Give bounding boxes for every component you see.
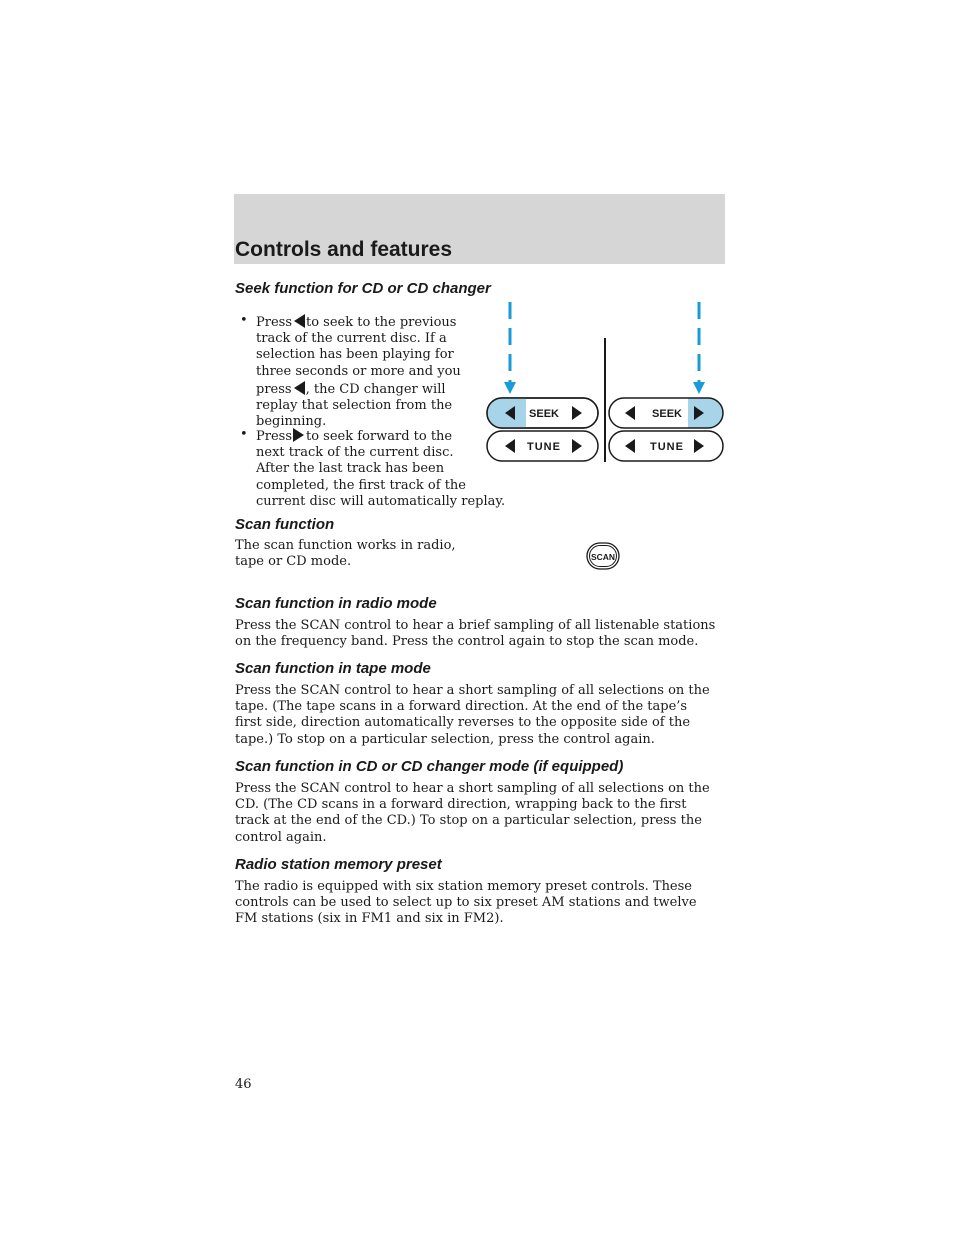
tune-right-arrow-icon	[694, 439, 704, 453]
tune-right-arrow-icon	[572, 439, 582, 453]
bullet-1: •	[240, 313, 248, 328]
seek-left-arrow-icon	[625, 406, 635, 420]
left-tune-label: TUNE	[527, 441, 561, 453]
bullet-2: •	[240, 427, 248, 442]
preset-text: The radio is equipped with six station memory preset controls. These controls can be used to select up to six preset AM stations and twelve FM stations (six in FM1 and six in FM2).	[235, 879, 697, 927]
seek-bullet2-text: Press to seek forward to the next track of the current disc. After the last track has been completed, the first track of the current disc will automatically replay.	[256, 429, 506, 509]
scan-button-icon	[586, 542, 620, 570]
tune-left-arrow-icon	[625, 439, 635, 453]
seek-right-arrow-icon	[572, 406, 582, 420]
scan-cd-text: Press the SCAN control to hear a short sampling of all selections on the CD. (The CD scans in a forward direction, wrapping back to the first track at the end of the CD.) To stop on a particular selection, press the control again.	[235, 781, 710, 845]
scan-radio-text: Press the SCAN control to hear a brief sampling of all listenable stations on the frequency band. Press the control again to stop the scan mode.	[235, 618, 716, 650]
seek-forward-icon	[292, 427, 306, 443]
right-tune-label: TUNE	[650, 441, 684, 453]
scan-tape-heading: Scan function in tape mode	[235, 660, 431, 677]
scan-text: The scan function works in radio, tape or CD mode.	[235, 538, 456, 570]
seek-bullet1-text: Press to seek to the previous track of the current disc. If a selection has been playing for three seconds or more and you press , the CD changer will replay that selection from the beginning.	[256, 315, 461, 430]
left-pointer-arrow	[504, 302, 516, 394]
right-seek-label: SEEK	[652, 408, 682, 420]
right-pointer-arrow	[693, 302, 705, 394]
scan-heading: Scan function	[235, 516, 335, 533]
seek-tune-diagram	[485, 296, 725, 466]
left-seek-label: SEEK	[529, 408, 559, 420]
seek-heading: Seek function for CD or CD changer	[235, 280, 491, 297]
scan-icon-label: SCAN	[590, 552, 616, 562]
seek-back-icon	[292, 313, 306, 329]
left-control-group	[487, 398, 598, 461]
page-title: Controls and features	[235, 238, 453, 261]
right-control-group	[609, 398, 723, 461]
scan-cd-heading: Scan function in CD or CD changer mode (if equipped)	[235, 758, 624, 775]
scan-tape-text: Press the SCAN control to hear a short sampling of all selections on the tape. (The tape scans in a forward direction. At the end of the tape’s first side, direction automatically reverses to the opposite side of the tape.) To stop on a particular selection, press the control again.	[235, 683, 710, 747]
page-number: 46	[235, 1077, 252, 1092]
seek-back-icon	[292, 380, 306, 396]
scan-radio-heading: Scan function in radio mode	[235, 595, 437, 612]
tune-left-arrow-icon	[505, 439, 515, 453]
preset-heading: Radio station memory preset	[235, 856, 442, 873]
